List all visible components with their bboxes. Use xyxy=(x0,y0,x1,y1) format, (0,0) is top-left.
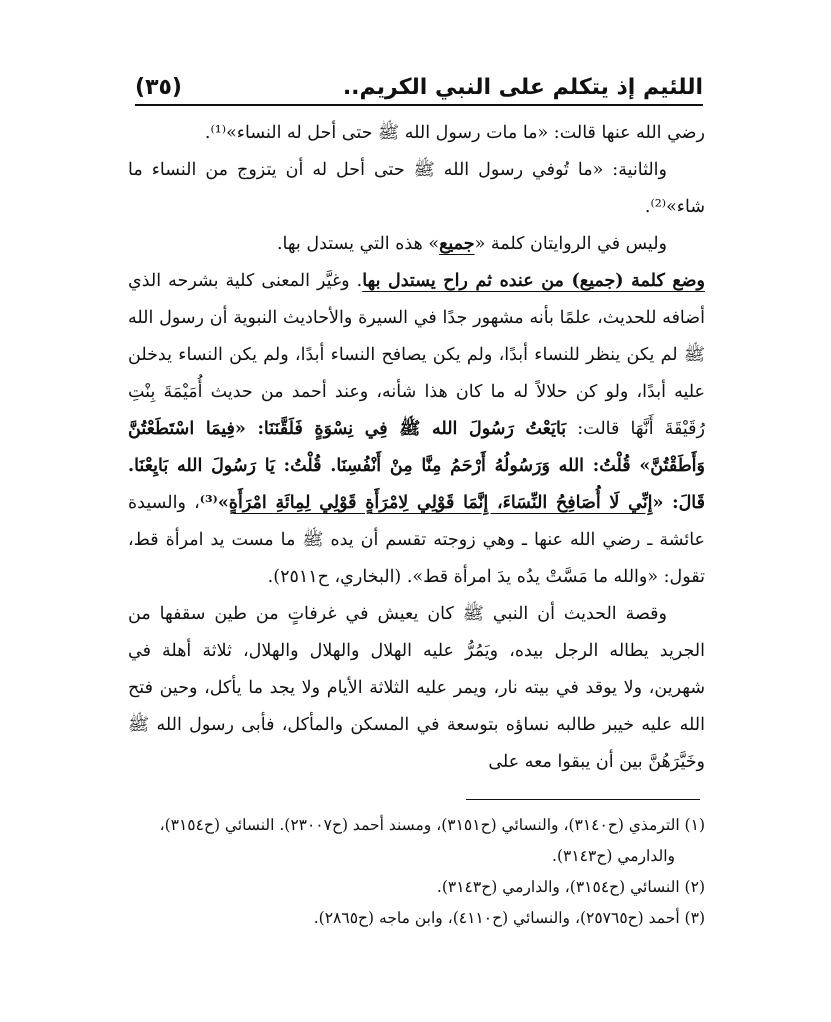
header-title: اللئيم إذ يتكلم على النبي الكريم.. xyxy=(342,75,703,100)
hadith-quote: بَايَعْتُ رَسُولَ الله ﷺ فِي نِسْوَةٍ فَلَقَّنَنَا: «فِيمَا اسْتَطَعْتُنَّ وَأَطَقْتُنَّ» قُلْتُ: الله وَرَسُولُهُ أَرْحَمُ مِنَّا مِنْ أَنْفُسِنَا. قُلْتُ: يَا رَسُولَ الله بَايِعْنَا. قَالَ: « xyxy=(128,419,706,513)
running-header xyxy=(135,66,703,106)
text-line-3-start: وليس في الروايتان كلمة « xyxy=(474,234,667,254)
footnote-3: (٣) أحمد (ح٢٥٧٦٥)، والنسائي (ح٤١١٠)، وابن ماجه (ح٢٨٦٥). xyxy=(313,909,705,927)
text-line-3 xyxy=(128,226,705,263)
hadith-underlined-quote: إِنِّي لَا أُصَافِحُ النِّسَاءَ، إِنَّمَا قَوْلِي لِامْرَأَةٍ قَوْلِي لِمِائَةِ امْرَأَةٍ xyxy=(228,493,653,513)
hadith-quote-close: »⁽³⁾ xyxy=(199,493,229,513)
main-text xyxy=(128,115,705,781)
text-line-3-end: » هذه التي يستدل بها. xyxy=(276,234,440,254)
underlined-statement: وضع كلمة (جميع) من عنده ثم راح يستدل بها xyxy=(362,271,705,291)
highlighted-word: جميع xyxy=(439,234,475,254)
footnote-separator xyxy=(466,799,700,800)
paragraph-3: وقصة الحديث أن النبي ﷺ كان يعيش في غرفاتٍ من طين سقفها من الجريد يطاله الرجل بيده، ويَمُرُّ عليه الهلال والهلال والهلال، ثلاثة أهلة في شهرين، ولا يوقد في بيته نار، ويمر عليه الثلاثة الأيام ولا يجد ما يأكل، وحين فتح الله عليه خيبر طالبه نساؤه بتوسعة في المسكن والمأكل، فأبى رسول الله ﷺ وخَيَّرَهُنَّ بين أن يبقوا معه على xyxy=(128,604,705,772)
page-number: (٣٥) xyxy=(135,75,182,100)
footnotes xyxy=(128,810,705,934)
footnote-1: (١) الترمذي (ح٣١٤٠)، والنسائي (ح٣١٥١)، ومسند أحمد (ح٢٣٠٠٧). النسائي (ح٣١٥٤)، xyxy=(159,816,705,834)
footnote-2: (٢) النسائي (ح٣١٥٤)، والدارمي (ح٣١٤٣). xyxy=(436,878,705,896)
paragraph-2 xyxy=(128,263,705,596)
paragraph-2-end: ، والسيدة عائشة ـ رضي الله عنها ـ وهي زوجته تقسم أن يده ﷺ ما مست يد امرأة قط، تقول: «والله ما مَسَّتْ يدُه يدَ امرأة قط». (البخاري، ح٢٥١١). xyxy=(128,493,705,587)
text-line-2: والثانية: «ما تُوفي رسول الله ﷺ حتى أحل له أن يتزوج من النساء ما شاء»⁽²⁾. xyxy=(128,160,705,217)
footnote-1-continued: والدارمي (ح٣١٤٣). xyxy=(552,847,675,865)
paragraph-2-text: . وغيَّر المعنى كلية بشرحه الذي أضافه للحديث، علمًا بأنه مشهور جدًا في السيرة والأحاديث النبوية أن رسول الله ﷺ لم يكن ينظر للنساء أبدًا، ولم يكن يصافح النساء أبدًا، ولم يكن النساء يدخلن عليه أبدًا، ولو كن حلالاً له ما كان هذا شأنه، وعند أحمد من حديث أُمَيْمَةَ بِنْتِ رُقَيْقَةَ أَنَّهَا قالت: xyxy=(128,271,705,439)
text-line-1: رضي الله عنها قالت: «ما مات رسول الله ﷺ حتى أحل له النساء»⁽¹⁾. xyxy=(204,123,705,143)
